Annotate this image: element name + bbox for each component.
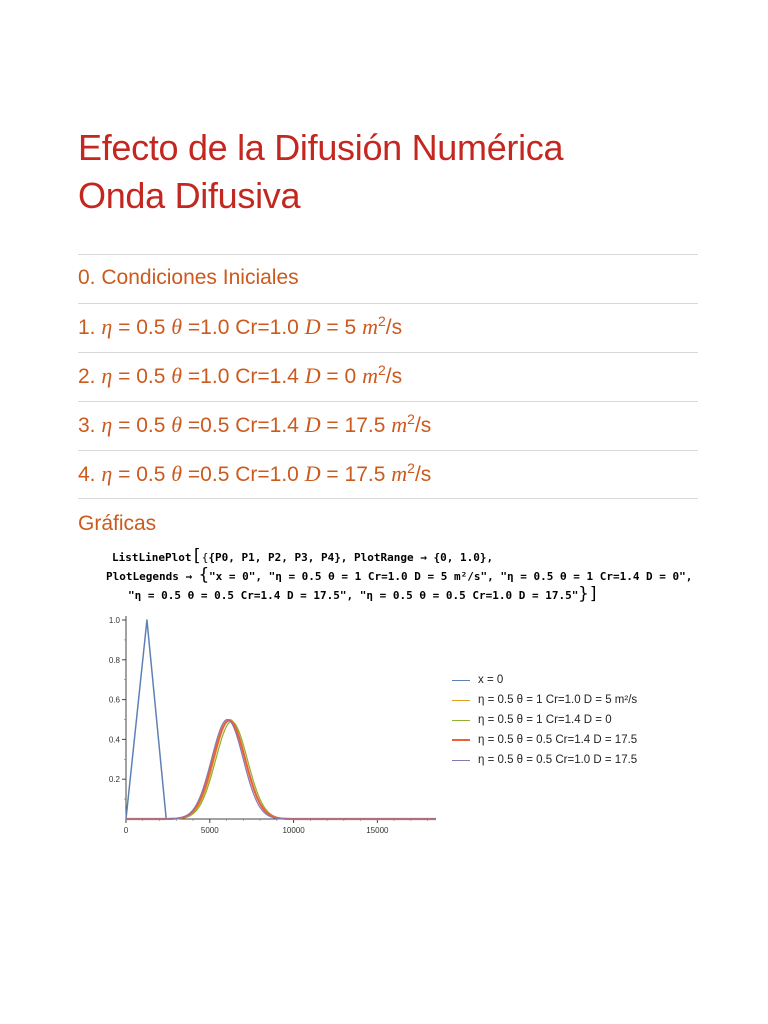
- unit-tail: /s: [414, 414, 432, 437]
- series-line-4: [126, 720, 436, 819]
- cr-value: Cr=1.4: [235, 365, 299, 388]
- legend-item-0: [452, 670, 637, 690]
- legend-label: η = 0.5 θ = 0.5 Cr=1.0 D = 17.5: [478, 754, 638, 766]
- theta-value: =1.0: [187, 316, 230, 339]
- unit-exponent: 2: [407, 460, 415, 476]
- title-line-1: Efecto de la Difusión Numérica: [78, 127, 564, 168]
- legend-item-1: [452, 690, 637, 710]
- input-code-cell[interactable]: [106, 548, 706, 605]
- legend-swatch: [452, 700, 470, 701]
- close-brackets: }]: [578, 584, 599, 604]
- x-tick-label: 5000: [200, 826, 219, 835]
- x-tick-label: 0: [123, 826, 129, 835]
- theta-value: =0.5: [187, 414, 230, 437]
- cr-value: Cr=1.4: [235, 414, 299, 437]
- legend-item-3: [452, 730, 637, 750]
- theta-symbol: θ: [171, 314, 183, 339]
- y-tick-label: 0.4: [108, 735, 120, 745]
- y-tick-label: 0.2: [108, 775, 120, 785]
- section-number: 2.: [78, 365, 96, 388]
- series-line-2: [126, 721, 436, 819]
- d-value: 17.5: [344, 463, 386, 486]
- eta-value: 0.5: [136, 316, 166, 339]
- legend-swatch: [452, 739, 470, 741]
- series-line-0: [126, 620, 166, 819]
- eta-value: 0.5: [136, 365, 166, 388]
- unit-base: m: [391, 412, 408, 437]
- x-tick-label: 15000: [366, 826, 389, 835]
- unit-exponent: 2: [377, 362, 386, 378]
- plot-legend: [452, 670, 637, 770]
- theta-symbol: θ: [171, 461, 183, 486]
- section-number: 3.: [78, 414, 96, 437]
- section-title: Condiciones Iniciales: [101, 266, 299, 289]
- unit-base: m: [362, 363, 378, 388]
- title-line-2: Onda Difusiva: [78, 175, 301, 216]
- unit-base: m: [362, 314, 378, 339]
- theta-symbol: θ: [171, 363, 183, 388]
- legend-item-4: [452, 750, 637, 770]
- section-list: [78, 254, 698, 499]
- legend-label: η = 0.5 θ = 1 Cr=1.4 D = 0: [478, 714, 612, 726]
- section-number: 4.: [78, 463, 96, 486]
- y-tick-label: 0.6: [108, 695, 120, 705]
- y-tick-label: 0.8: [108, 655, 120, 665]
- legend-swatch: [452, 680, 470, 681]
- section-4[interactable]: 4. η = 0.5 θ =0.5 Cr=1.0 D = 17.5 $m^2/s$: [78, 450, 698, 499]
- series-line-1: [126, 720, 436, 820]
- open-brace-large: {: [198, 565, 209, 585]
- unit-tail: /s: [385, 365, 403, 388]
- code-line-2: [106, 567, 706, 586]
- code-legend-strings-cont: "η = 0.5 θ = 0.5 Cr=1.4 D = 17.5", "η = 0.5 θ = 0.5 Cr=1.0 D = 17.5": [128, 589, 579, 602]
- section-3[interactable]: 3. η = 0.5 θ =0.5 Cr=1.4 D = 17.5 $m^2/s$: [78, 401, 698, 450]
- x-tick-label: 10000: [282, 826, 305, 835]
- legend-label: η = 0.5 θ = 0.5 Cr=1.4 D = 17.5: [478, 734, 638, 746]
- theta-value: =0.5: [187, 463, 230, 486]
- line-plot: [100, 608, 445, 836]
- notebook-title: [78, 124, 563, 220]
- code-function-name: ListLinePlot: [112, 551, 192, 564]
- section-number: 0.: [78, 266, 96, 289]
- eta-symbol: η: [101, 363, 113, 388]
- code-legend-strings: "x = 0", "η = 0.5 θ = 1 Cr=1.0 D = 5 m²/s", "η = 0.5 θ = 1 Cr=1.4 D = 0",: [208, 570, 693, 583]
- eta-value: 0.5: [136, 414, 166, 437]
- legend-swatch: [452, 760, 470, 761]
- d-symbol: D: [304, 363, 321, 388]
- code-line-3: [106, 586, 706, 605]
- section-2[interactable]: 2. η = 0.5 θ =1.0 Cr=1.4 D = 0 $m^2/s$: [78, 352, 698, 401]
- unit-tail: /s: [385, 316, 403, 339]
- unit-exponent: 2: [377, 313, 386, 329]
- graficas-heading[interactable]: Gráficas: [78, 512, 157, 535]
- code-line-1: [106, 548, 706, 567]
- series-line-3: [126, 721, 436, 819]
- section-1[interactable]: 1. η = 0.5 θ =1.0 Cr=1.0 D = 5 $m^2/s$: [78, 303, 698, 352]
- d-symbol: D: [304, 461, 321, 486]
- legend-swatch: [452, 720, 470, 721]
- d-value: 5: [344, 316, 357, 339]
- open-bracket: [: [191, 546, 202, 566]
- d-value: 0: [344, 365, 357, 388]
- unit-tail: /s: [414, 463, 432, 486]
- theta-symbol: θ: [171, 412, 183, 437]
- cr-value: Cr=1.0: [235, 316, 299, 339]
- legend-item-2: [452, 710, 637, 730]
- section-number: 1.: [78, 316, 96, 339]
- eta-symbol: η: [101, 412, 113, 437]
- unit-exponent: 2: [407, 411, 415, 427]
- legend-label: η = 0.5 θ = 1 Cr=1.0 D = 5 m²/s: [478, 694, 638, 706]
- section-0[interactable]: [78, 254, 698, 303]
- legend-label: x = 0: [478, 674, 504, 686]
- code-option-name: PlotLegends →: [106, 570, 199, 583]
- d-symbol: D: [304, 412, 321, 437]
- open-brace: {: [201, 551, 209, 564]
- eta-symbol: η: [101, 314, 113, 339]
- d-symbol: D: [304, 314, 321, 339]
- y-tick-label: 1.0: [108, 616, 120, 625]
- theta-value: =1.0: [187, 365, 230, 388]
- code-args: {P0, P1, P2, P3, P4}, PlotRange → {0, 1.0},: [208, 551, 494, 564]
- eta-symbol: η: [101, 461, 113, 486]
- unit-base: m: [391, 461, 408, 486]
- eta-value: 0.5: [136, 463, 166, 486]
- d-value: 17.5: [344, 414, 386, 437]
- cr-value: Cr=1.0: [235, 463, 299, 486]
